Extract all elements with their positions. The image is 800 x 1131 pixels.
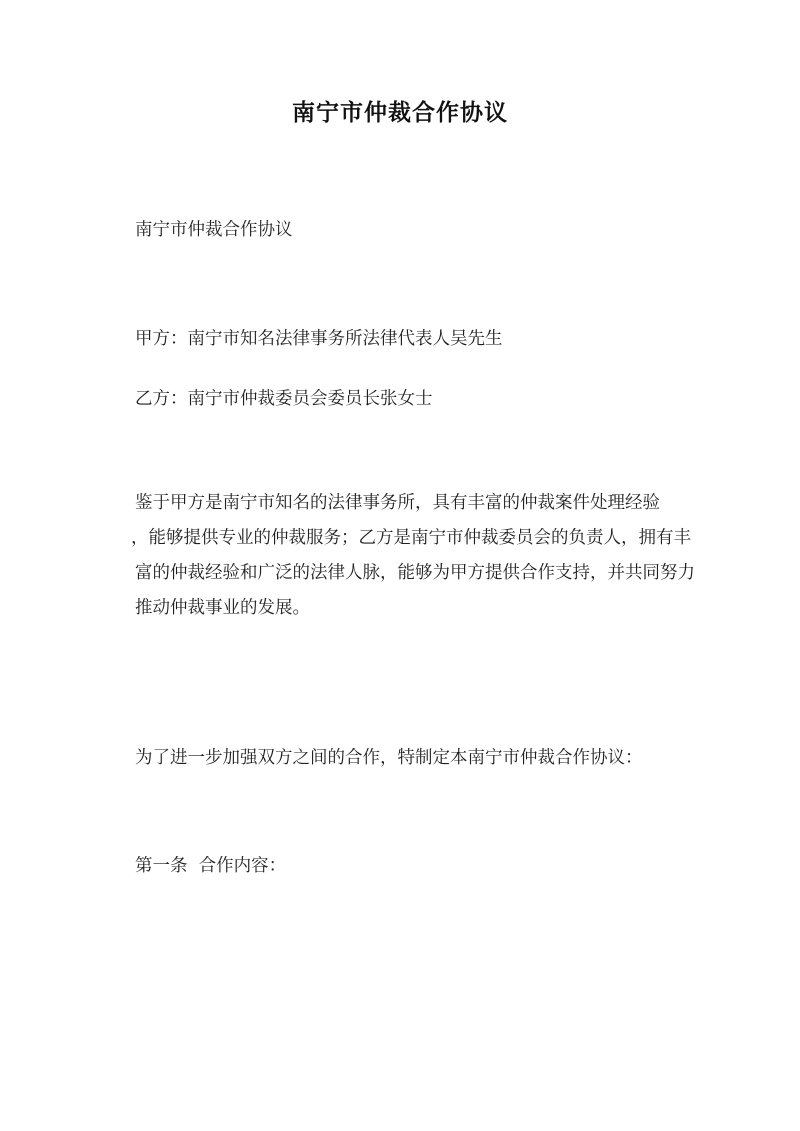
preamble-paragraph [131,486,710,626]
document-subtitle: 南宁市仲裁合作协议 [135,220,293,240]
preamble-line: 富的仲裁经验和广泛的法律人脉，能够为甲方提供合作支持，并共同努力 [135,563,695,583]
preamble-line: 推动仲裁事业的发展。 [135,598,310,618]
party-a-line: 甲方：南宁市知名法律事务所法律代表人吴先生 [135,329,503,349]
document-title: 南宁市仲裁合作协议 [292,99,508,126]
article-1-heading: 第一条 合作内容： [135,856,287,876]
party-b-line: 乙方：南宁市仲裁委员会委员长张女士 [135,389,433,409]
preamble-line: 鉴于甲方是南宁市知名的法律事务所，具有丰富的仲裁案件处理经验 [135,493,660,513]
preamble-line: ，能够提供专业的仲裁服务；乙方是南宁市仲裁委员会的负责人，拥有丰 [131,528,691,548]
purpose-statement: 为了进一步加强双方之间的合作，特制定本南宁市仲裁合作协议： [135,748,643,768]
